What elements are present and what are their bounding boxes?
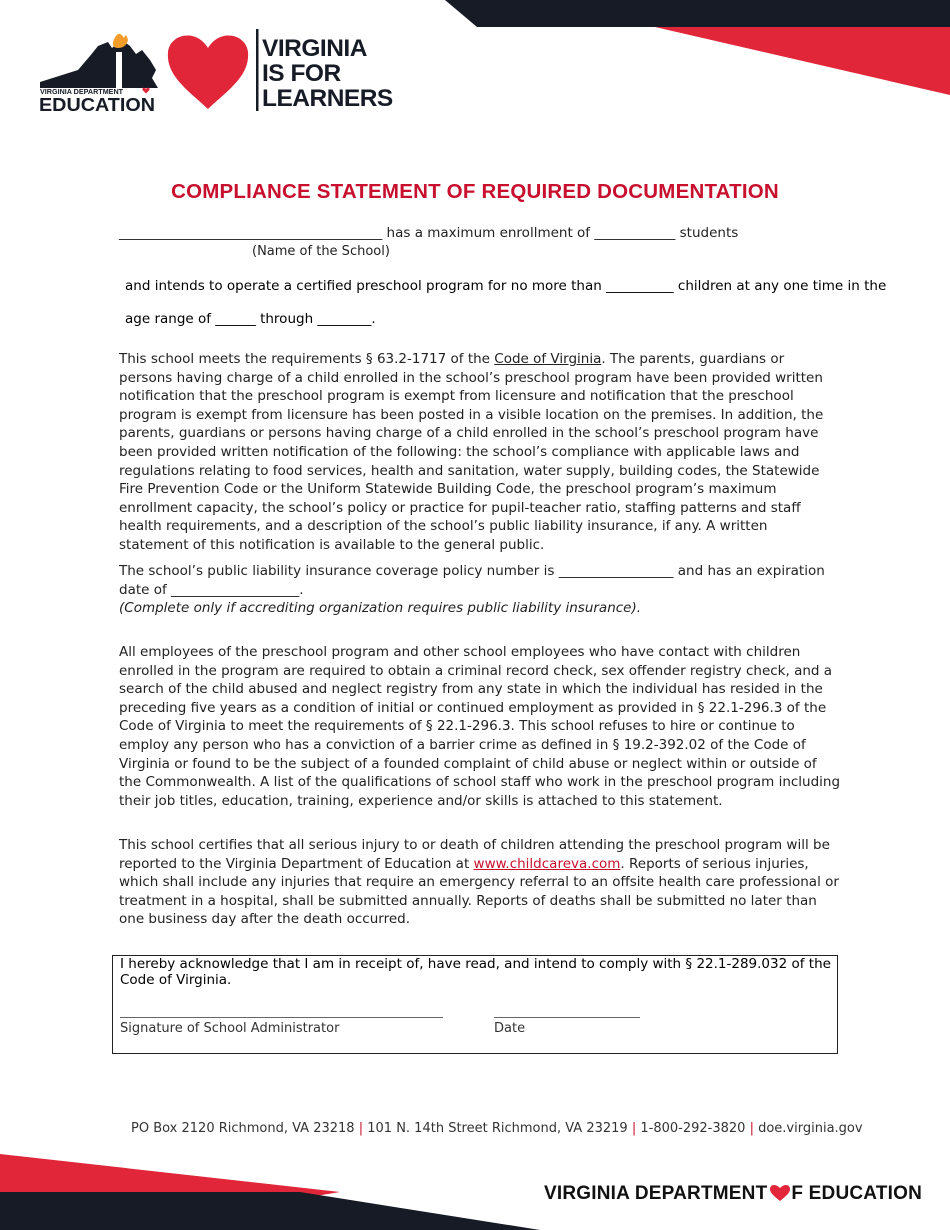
slogan-line1: VIRGINIA — [262, 35, 367, 62]
footer-phone: 1-800-292-3820 — [640, 1121, 746, 1136]
vdoe-logo — [38, 26, 398, 118]
p4-text-start: This school certifies that all serious injury to or death of children attending the preschool program will be reported to the Virginia Department of Education at — [119, 837, 830, 872]
age-range-line: age range of ______ through ________. — [125, 311, 376, 327]
childcareva-link[interactable]: www.childcareva.com — [473, 855, 621, 872]
footer-contact — [0, 1121, 950, 1136]
footer-separator: | — [631, 1121, 637, 1136]
slogan-line3: LEARNERS — [262, 85, 393, 112]
vdoe-logo-line1: VIRGINIA DEPARTMENT — [40, 87, 124, 96]
logo-divider — [256, 29, 259, 111]
insurance-line1: The school’s public liability insurance coverage policy number is _________________ and has an expiration — [119, 563, 825, 579]
footer-brand-start: VIRGINIA DEPARTMENT — [544, 1183, 768, 1204]
injury-reporting-paragraph — [119, 836, 841, 929]
virginia-state-torch-icon — [40, 34, 158, 88]
footer-separator: | — [749, 1121, 754, 1136]
background-check-paragraph — [119, 643, 841, 810]
acknowledgment-box — [112, 955, 838, 1054]
document-title: COMPLIANCE STATEMENT OF REQUIRED DOCUMENTATION — [171, 180, 779, 203]
exemption-paragraph — [119, 350, 841, 555]
code-of-virginia-link[interactable]: Code of Virginia — [494, 351, 602, 367]
enrollment-line: _______________________________________ has a maximum enrollment of ____________ students — [119, 225, 739, 241]
program-capacity-line: and intends to operate a certified preschool program for no more than __________ children at any one time in the — [125, 278, 887, 294]
date-label: Date — [494, 1021, 526, 1036]
footer-address-po: PO Box 2120 Richmond, VA 23218 — [131, 1121, 355, 1136]
p1-text-start: This school meets the requirements § 63.2-1717 of the — [119, 351, 495, 367]
bottom-navy-stripe — [0, 1192, 540, 1230]
footer-website[interactable]: doe.virginia.gov — [758, 1121, 863, 1136]
slogan-line2: IS FOR — [262, 60, 341, 87]
brand-heart-icon — [770, 1184, 790, 1201]
acknowledgment-text: I hereby acknowledge that I am in receipt of, have read, and intend to comply with § 22.1-289.032 of the Code of Virginia. — [120, 956, 831, 988]
footer-brand — [544, 1183, 922, 1205]
small-heart-icon — [142, 88, 149, 94]
signature-label: Signature of School Administrator — [120, 1021, 340, 1036]
insurance-line2: date of ___________________. — [119, 581, 304, 598]
insurance-paragraph — [119, 562, 841, 618]
footer-separator: | — [358, 1121, 364, 1136]
p1-text-end: . The parents, guardians or persons having charge of a child enrolled in the school’s preschool program have been provided written notification that the preschool program is exempt from licensure and notification that the preschool program is exempt from licensure has been posted in a visible location on the premises. In addition, the parents, guardians or persons having charge of a child enrolled in the school’s preschool program have been provided written notification of the following: the school’s compliance with applicable laws and regulations relating to food services, health and sanitation, water supply, building codes, the Statewide Fire Prevention Code or the Uniform Statewide Building Code, the preschool program’s maximum enrollment capacity, the school’s policy or practice for pupil-teacher ratio, staffing patterns and staff health requirements, and a description of the school’s public liability insurance, if any. A written statement of this notification is available to the general public. — [119, 351, 824, 553]
p3-text: All employees of the preschool program and other school employees who have contact with children enrolled in the program are required to obtain a criminal record check, sex offender registry check, and a search of the child abused and neglect registry from any state in which the individual has resided in the preceding five years as a condition of initial or continued employment as provided in § 22.1-296.3 of the Code of Virginia to meet the requirements of § 22.1-296.3. This school refuses to hire or continue to employ any person who has a conviction of a barrier crime as defined in § 19.2-392.02 of the Code of Virginia or found to be the subject of a founded complaint of child abuse or neglect within or outside of the Commonwealth. A list of the qualifications of school staff who work in the preschool program including their job titles, education, training, experience and/or skills is attached to this statement. — [119, 644, 841, 809]
date-line[interactable] — [494, 1017, 640, 1018]
top-red-stripe — [655, 27, 950, 95]
insurance-note: (Complete only if accrediting organization requires public liability insurance). — [119, 600, 642, 617]
footer-brand-end: F EDUCATION — [791, 1183, 922, 1204]
school-name-label: (Name of the School) — [252, 244, 390, 259]
p4-text-end: . Reports of serious injuries, which shall include any injuries that require an emergency referral to an offsite health care professional or treatment in a hospital, shall be submitted annually. Reports of deaths shall be submitted no later than one business day after the death occurred. — [119, 855, 839, 928]
signature-line[interactable] — [120, 1017, 443, 1018]
footer-address-street: 101 N. 14th Street Richmond, VA 23219 — [367, 1121, 628, 1136]
heart-icon — [168, 36, 248, 109]
top-navy-stripe — [445, 0, 950, 27]
vdoe-logo-line2: EDUCATION — [39, 94, 155, 115]
